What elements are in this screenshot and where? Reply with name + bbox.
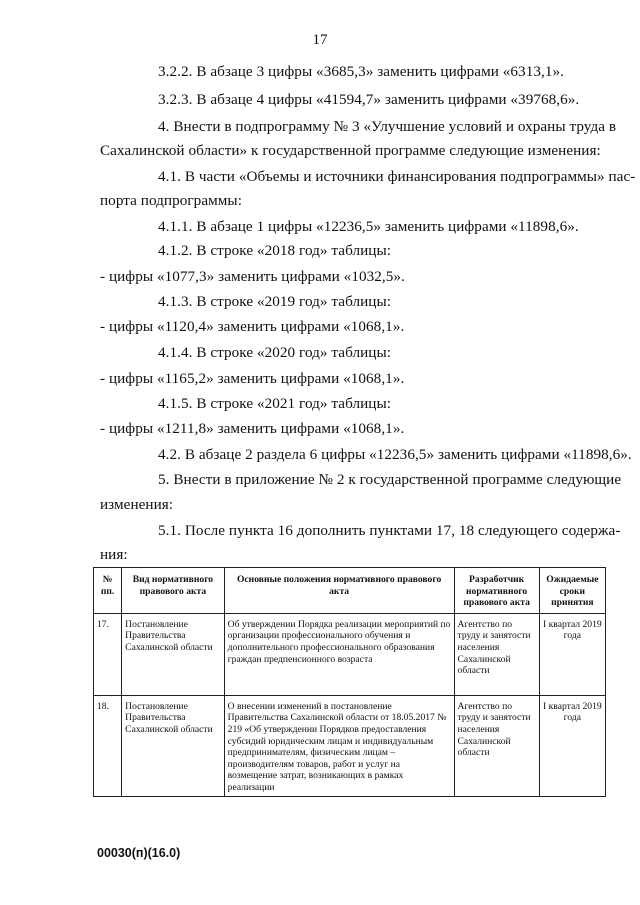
- cell-developer: Агентство по труду и занятости населения Сахалинской области: [454, 695, 539, 796]
- paragraph-4-1-3-item: - цифры «1120,4» заменить цифрами «1068,1».: [100, 318, 405, 335]
- cell-act-type: Постановление Правительства Сахалинской области: [122, 695, 225, 796]
- paragraph-5: 5. Внести в приложение № 2 к государственной программе следующие: [158, 471, 622, 488]
- paragraph-4-1-5: 4.1.5. В строке «2021 год» таблицы:: [158, 395, 391, 412]
- paragraph-5-1-cont: ния:: [100, 546, 128, 563]
- table-header-row: [94, 568, 606, 614]
- paragraph-4-1-5-item: - цифры «1211,8» заменить цифрами «1068,1».: [100, 420, 405, 437]
- page-number: 17: [312, 32, 328, 48]
- cell-number: 17.: [94, 613, 122, 695]
- cell-term: I квартал 2019 года: [539, 695, 605, 796]
- paragraph-4-1-4: 4.1.4. В строке «2020 год» таблицы:: [158, 344, 391, 361]
- paragraph-5-1: 5.1. После пункта 16 дополнить пунктами 17, 18 следующего содержа-: [158, 522, 621, 539]
- paragraph-3-2-2: 3.2.2. В абзаце 3 цифры «3685,3» заменить цифрами «6313,1».: [158, 63, 564, 80]
- header-main-provisions: Основные положения нормативного правового акта: [224, 568, 454, 614]
- paragraph-4-1-2-item: - цифры «1077,3» заменить цифрами «1032,5».: [100, 268, 405, 285]
- table-row: [94, 613, 606, 695]
- paragraph-5-cont: изменения:: [100, 496, 174, 513]
- paragraph-4-1-2: 4.1.2. В строке «2018 год» таблицы:: [158, 242, 391, 259]
- paragraph-4-1-3: 4.1.3. В строке «2019 год» таблицы:: [158, 293, 391, 310]
- paragraph-4-1: 4.1. В части «Объемы и источники финансирования подпрограммы» пас-: [158, 168, 636, 185]
- document-code: 00030(п)(16.0): [97, 846, 181, 860]
- paragraph-4-cont: Сахалинской области» к государственной программе следующие изменения:: [100, 142, 601, 159]
- paragraph-4-2: 4.2. В абзаце 2 раздела 6 цифры «12236,5» заменить цифрами «11898,6».: [158, 446, 632, 463]
- header-term: Ожидаемые сроки принятия: [539, 568, 605, 614]
- table-row: [94, 695, 606, 796]
- paragraph-4-1-1: 4.1.1. В абзаце 1 цифры «12236,5» заменить цифрами «11898,6».: [158, 218, 579, 235]
- cell-number: 18.: [94, 695, 122, 796]
- paragraph-3-2-3: 3.2.3. В абзаце 4 цифры «41594,7» заменить цифрами «39768,6».: [158, 91, 580, 108]
- cell-main-provisions: О внесении изменений в постановление Правительства Сахалинской области от 18.05.2017 № 219 «Об утверждении Порядков предоставления субсидий юридическим лицам и индивидуальным предпринимателям, физическим лицам – производителям товаров, работ и услуг на возмещение затрат, возникающих в рамках реализации: [224, 695, 454, 796]
- header-developer: Разработчик нормативного правового акта: [454, 568, 539, 614]
- cell-main-provisions: Об утверждении Порядка реализации мероприятий по организации профессионального обучения и дополнительного профессионального образования граждан предпенсионного возраста: [224, 613, 454, 695]
- normative-acts-table: [93, 567, 606, 797]
- paragraph-4-1-cont: порта подпрограммы:: [100, 192, 242, 209]
- paragraph-4: 4. Внести в подпрограмму № 3 «Улучшение условий и охраны труда в: [158, 118, 617, 135]
- header-number: № пп.: [94, 568, 122, 614]
- paragraph-4-1-4-item: - цифры «1165,2» заменить цифрами «1068,1».: [100, 370, 405, 387]
- cell-act-type: Постановление Правительства Сахалинской области: [122, 613, 225, 695]
- cell-developer: Агентство по труду и занятости населения Сахалинской области: [454, 613, 539, 695]
- cell-term: I квартал 2019 года: [539, 613, 605, 695]
- header-act-type: Вид нормативного правового акта: [122, 568, 225, 614]
